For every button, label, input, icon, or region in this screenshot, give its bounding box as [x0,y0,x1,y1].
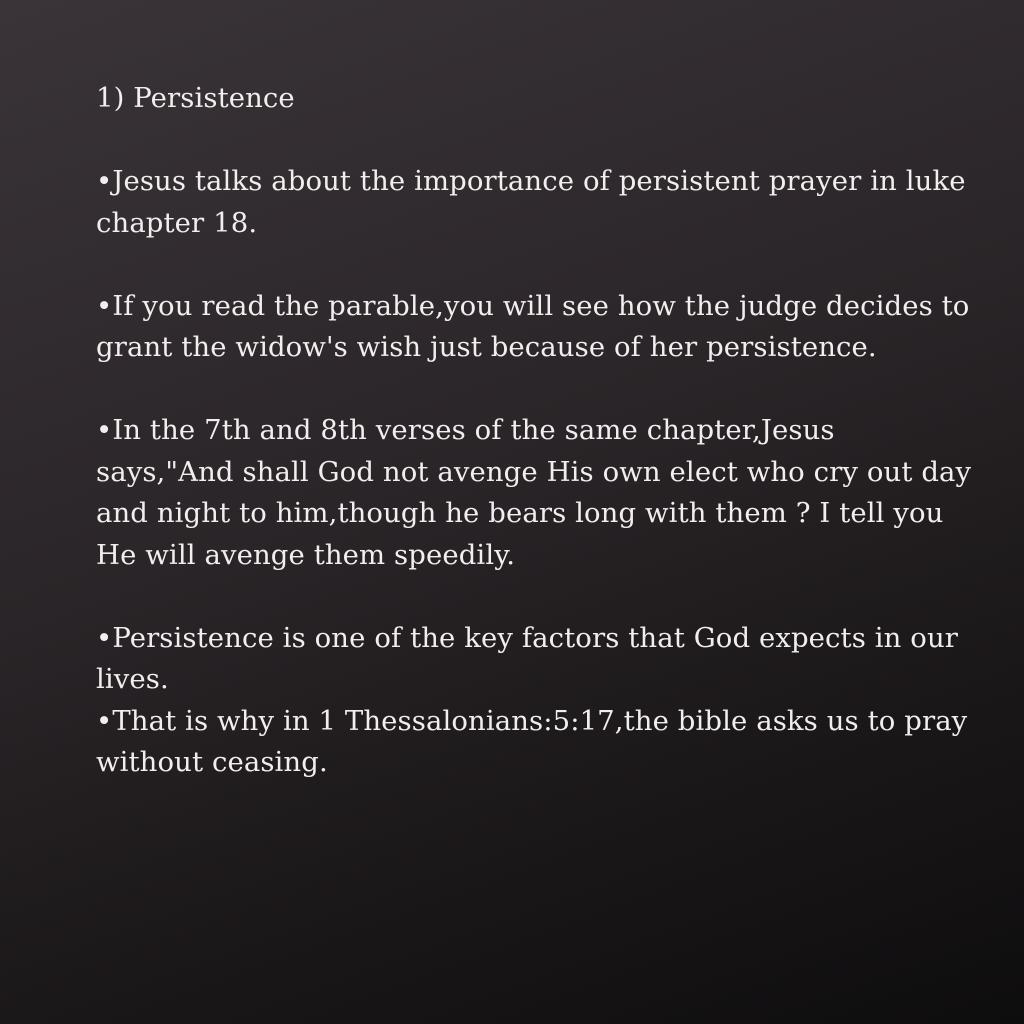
paragraph-verses-7-8: •In the 7th and 8th verses of the same chapter,Jesus says,"And shall God not avenge His own elect who cry out day and night to him,though he bears long with them ? I tell you He will avenge them speedily. [96,414,972,571]
paragraph-parable: •If you read the parable,you will see how the judge decides to grant the widow's wish just because of her persistence. [96,289,970,363]
content-block [96,78,976,784]
paragraph-luke-18: •Jesus talks about the importance of persistent prayer in luke chapter 18. [96,165,966,239]
paragraph-thessalonians: •That is why in 1 Thessalonians:5:17,the bible asks us to pray without ceasing. [96,704,968,778]
section-heading: 1) Persistence [96,82,295,114]
paragraph-key-factor: •Persistence is one of the key factors that God expects in our lives. [96,621,959,695]
